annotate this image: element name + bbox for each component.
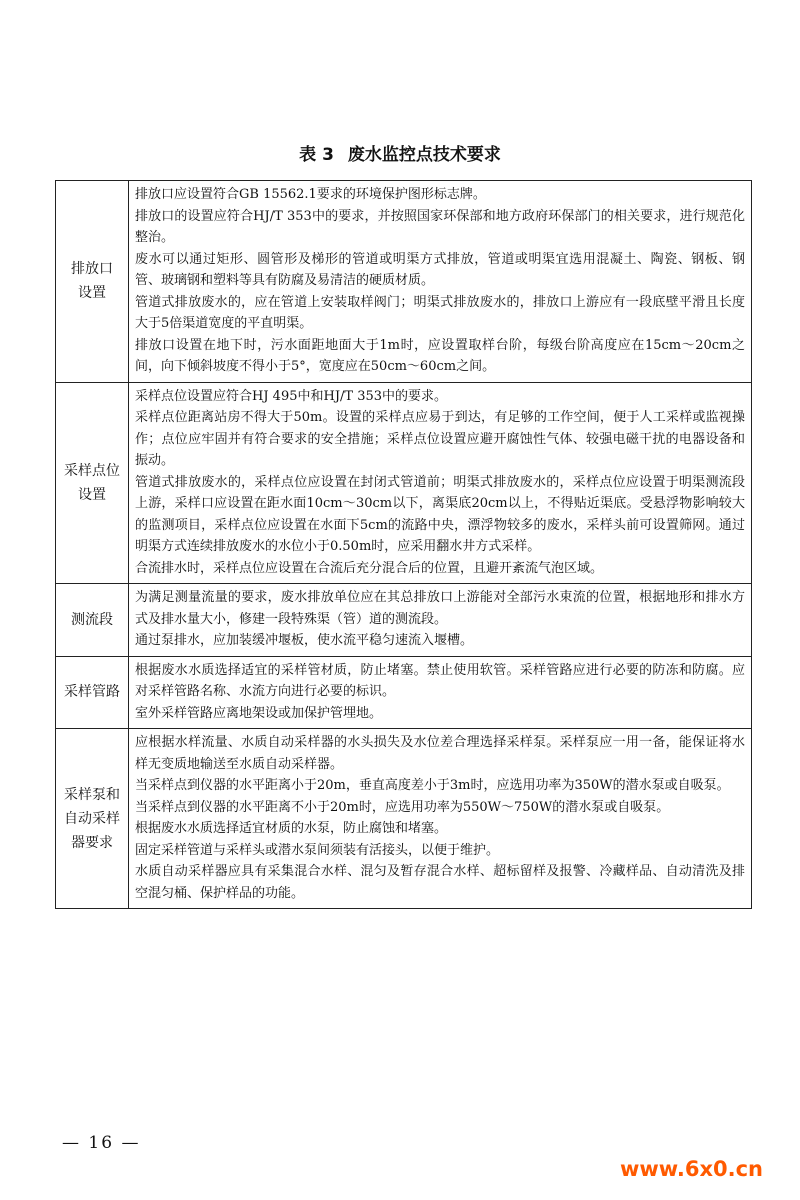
requirements-table xyxy=(55,180,752,909)
requirement-paragraph: 应根据水样流量、水质自动采样器的水头损失及水位差合理选择采样泵。采样泵应一用一备，能保证将水样无变质地输送至水质自动采样器。 xyxy=(135,735,745,772)
row-content xyxy=(129,382,752,584)
requirement-paragraph: 采样点位距离站房不得大于50m。设置的采样点应易于到达，有足够的工作空间，便于人工采样或监视操作；点位应牢固并有符合要求的安全措施；采样点位设置应避开腐蚀性气体、较强电磁干扰的电器设备和振动。 xyxy=(135,410,745,468)
table-number: 表 3 xyxy=(299,145,334,165)
requirement-paragraph: 管道式排放废水的，应在管道上安装取样阀门；明渠式排放废水的，排放口上游应有一段底壁平滑且长度大于5倍渠道宽度的平直明渠。 xyxy=(135,294,745,331)
table-row xyxy=(56,181,752,383)
requirement-paragraph: 排放口的设置应符合HJ/T 353中的要求，并按照国家环保部和地方政府环保部门的相关要求，进行规范化整治。 xyxy=(135,208,745,245)
page-number: — 16 — xyxy=(62,1133,141,1153)
site-watermark: www.6x0.cn xyxy=(620,1157,763,1181)
row-label: 排放口 设置 xyxy=(56,181,129,383)
row-label: 采样泵和 自动采样 器要求 xyxy=(56,729,129,909)
requirement-paragraph: 室外采样管路应离地架设或加保护管埋地。 xyxy=(135,705,383,721)
table-body xyxy=(56,181,752,909)
requirement-paragraph: 根据废水水质选择适宜材质的水泵，防止腐蚀和堵塞。 xyxy=(135,821,448,836)
table-row xyxy=(56,729,752,909)
requirement-paragraph: 固定采样管道与采样头或潜水泵间须装有活接头，以便于维护。 xyxy=(135,842,500,858)
requirement-paragraph: 废水可以通过矩形、圆管形及梯形的管道或明渠方式排放，管道或明渠宜选用混凝土、陶瓷、钢板、钢管、玻璃钢和塑料等具有防腐及易清洁的硬质材质。 xyxy=(135,251,745,288)
table-title-text: 废水监控点技术要求 xyxy=(347,145,501,165)
requirement-paragraph: 排放口设置在地下时，污水面距地面大于1m时，应设置取样台阶，每级台阶高度应在15cm～20cm之间，向下倾斜坡度不得小于5°，宽度应在50cm～60cm之间。 xyxy=(135,337,745,374)
row-content xyxy=(129,656,752,729)
requirement-paragraph: 当采样点到仪器的水平距离不小于20m时，应选用功率为550W～750W的潜水泵或自吸泵。 xyxy=(135,799,670,815)
row-content xyxy=(129,729,752,909)
requirement-paragraph: 水质自动采样器应具有采集混合水样、混匀及暂存混合水样、超标留样及报警、冷藏样品、自动清洗及排空混匀桶、保护样品的功能。 xyxy=(135,864,745,901)
row-label: 测流段 xyxy=(56,584,129,657)
requirement-paragraph: 通过泵排水，应加装缓冲堰板，使水流平稳匀速流入堰槽。 xyxy=(135,633,474,648)
row-content xyxy=(129,584,752,657)
row-label: 采样点位 设置 xyxy=(56,382,129,584)
row-content xyxy=(129,181,752,383)
table-row xyxy=(56,656,752,729)
requirement-paragraph: 排放口应设置符合GB 15562.1要求的环境保护图形标志牌。 xyxy=(135,187,486,202)
requirement-paragraph: 管道式排放废水的，采样点位应设置在封闭式管道前；明渠式排放废水的，采样点位应设置于明渠测流段上游，采样口应设置在距水面10cm～30cm以下，离渠底20cm以上，不得贴近渠底。受悬浮物影响较大的监测项目，采样点位应设置在水面下5cm的流路中央，漂浮物较多的废水，采样头前可设置筛网。通过明渠方式连续排放废水的水位小于0.50m时，应采用翻水井方式采样。 xyxy=(135,474,745,554)
requirement-paragraph: 合流排水时，采样点位应设置在合流后充分混合后的位置，且避开紊流气泡区域。 xyxy=(135,560,604,576)
requirement-paragraph: 为满足测量流量的要求，废水排放单位应在其总排放口上游能对全部污水束流的位置，根据地形和排水方式及排水量大小，修建一段特殊渠（管）道的测流段。 xyxy=(135,590,745,627)
requirement-paragraph: 采样点位设置应符合HJ 495中和HJ/T 353中的要求。 xyxy=(135,388,448,404)
table-row xyxy=(56,584,752,657)
requirement-paragraph: 根据废水水质选择适宜的采样管材质，防止堵塞。禁止使用软管。采样管路应进行必要的防冻和防腐。应对采样管路名称、水流方向进行必要的标识。 xyxy=(135,662,745,699)
table-row xyxy=(56,382,752,584)
requirement-paragraph: 当采样点到仪器的水平距离小于20m，垂直高度差小于3m时，应选用功率为350W的潜水泵或自吸泵。 xyxy=(135,778,730,793)
table-title xyxy=(0,140,800,165)
row-label: 采样管路 xyxy=(56,656,129,729)
